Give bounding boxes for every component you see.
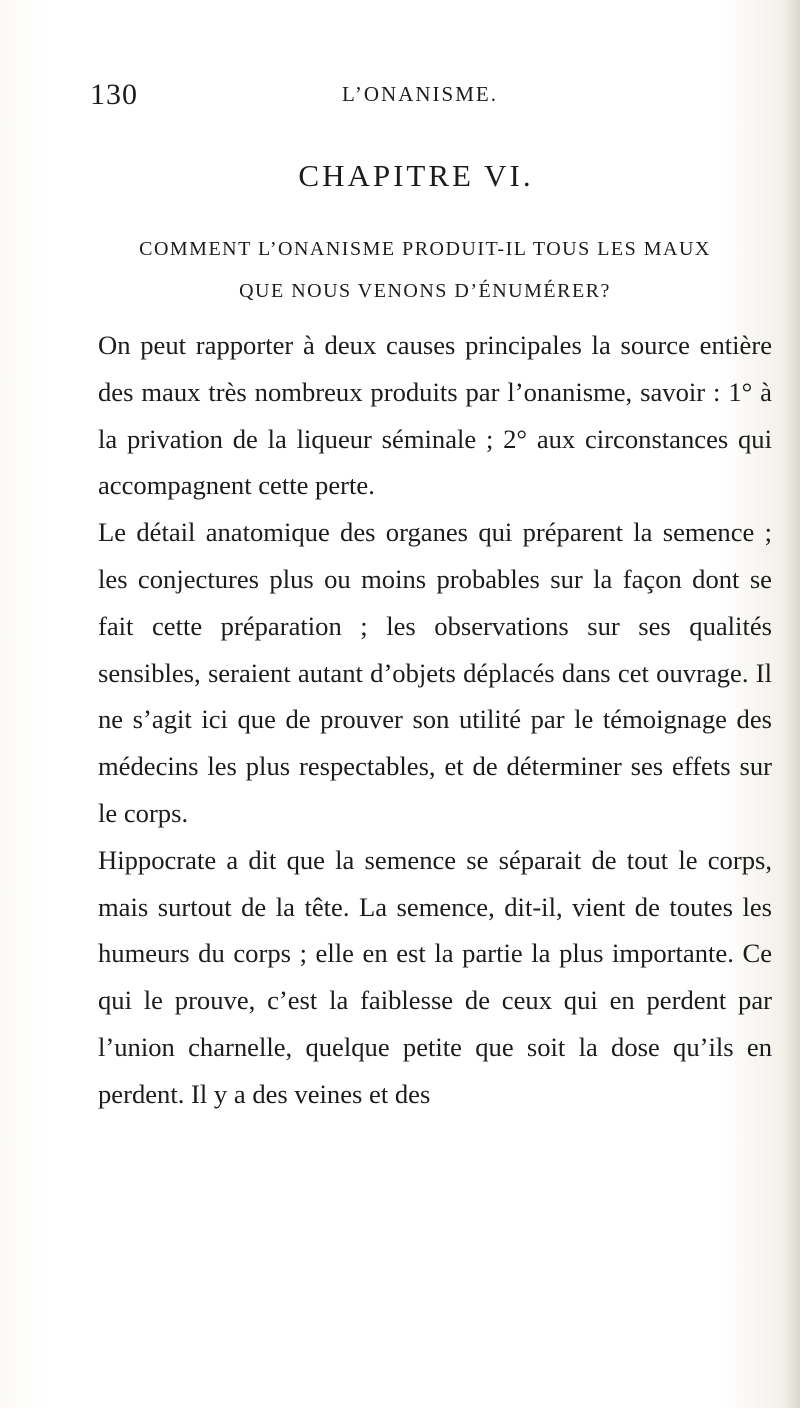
page-header <box>0 78 800 118</box>
paragraph: On peut rapporter à deux causes principales la source entière des maux très nombreux produits par l’onanisme, savoir : 1° à la privation de la liqueur séminale ; 2° aux circonstances qui accompagnent cette perte. <box>98 330 772 501</box>
page-number: 130 <box>90 78 138 111</box>
running-head: L’ONANISME. <box>342 82 498 106</box>
paragraph: Hippocrate a dit que la semence se séparait de tout le corps, mais surtout de la tête. La semence, dit-il, vient de toutes les humeurs du corps ; elle en est la partie la plus importante. Ce qui le prouve, c’est la faiblesse de ceux qui en perdent par l’union charnelle, quelque petite que soit la dose qu’ils en perdent. Il y a des veines et des <box>98 844 772 1109</box>
chapter-subtitle-line-1: COMMENT L’ONANISME PRODUIT-IL TOUS LES MAUX <box>139 238 711 260</box>
chapter-subtitle <box>80 228 770 312</box>
page-edge-shadow <box>786 0 800 1408</box>
chapter-title: CHAPITRE VI. <box>298 158 534 193</box>
paragraph: Le détail anatomique des organes qui préparent la semence ; les conjectures plus ou moins probables sur la façon dont se fait cette préparation ; les observations sur ses qualités sensibles, seraient autant d’objets déplacés dans cet ouvrage. Il ne s’agit ici que de prouver son utilité par le témoignage des médecins les plus respectables, et de déterminer ses effets sur le corps. <box>98 517 772 828</box>
body-text <box>98 322 772 1118</box>
chapter-subtitle-line-2: QUE NOUS VENONS D’ÉNUMÉRER? <box>239 280 611 302</box>
